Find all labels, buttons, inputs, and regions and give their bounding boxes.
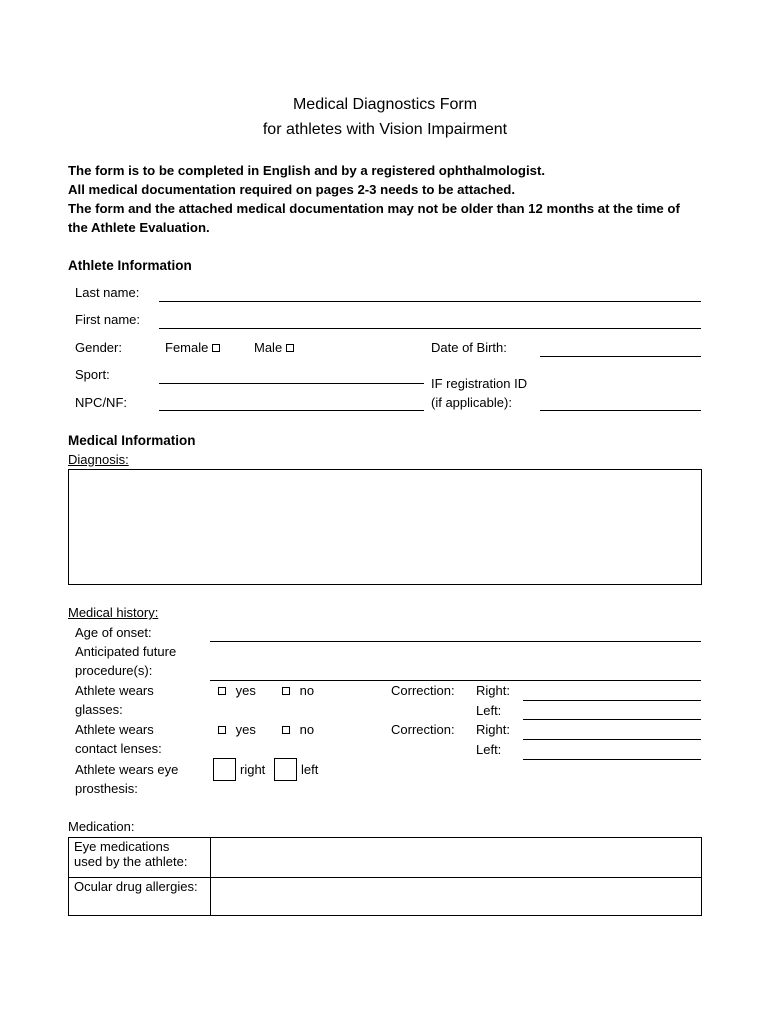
- first-name-label: First name:: [75, 312, 141, 327]
- intro-line-3: The form and the attached medical documentation may not be older than 12 months at the time of: [68, 201, 680, 216]
- medical-history-label: Medical history:: [68, 605, 159, 620]
- contacts-yes-option[interactable]: [218, 722, 256, 737]
- contacts-no-label: no: [299, 722, 315, 737]
- female-label: Female: [165, 340, 209, 355]
- contacts-correction-label: Correction:: [391, 722, 455, 737]
- glasses-correction-label: Correction:: [391, 683, 455, 698]
- age-onset-label: Age of onset:: [75, 625, 152, 640]
- medication-heading: Medication:: [68, 819, 135, 834]
- sport-label: Sport:: [75, 367, 110, 382]
- contacts-right-label: Right:: [476, 722, 510, 737]
- if-id-field[interactable]: [540, 410, 701, 411]
- glasses-no-checkbox[interactable]: [282, 687, 290, 695]
- contacts-yes-label: yes: [235, 722, 256, 737]
- prosthesis-label-1: Athlete wears eye: [75, 762, 179, 777]
- prosthesis-right-box[interactable]: [213, 758, 236, 781]
- ocular-allergies-label: Ocular drug allergies:: [69, 878, 211, 916]
- prosthesis-left-box[interactable]: [274, 758, 297, 781]
- contacts-left-field[interactable]: [523, 759, 701, 760]
- contacts-no-option[interactable]: [282, 722, 314, 737]
- prosthesis-right-label: right: [240, 762, 266, 777]
- medication-table: [68, 837, 702, 916]
- male-checkbox[interactable]: [286, 344, 294, 352]
- glasses-left-label: Left:: [476, 703, 502, 718]
- contacts-left-label: Left:: [476, 742, 502, 757]
- glasses-yes-checkbox[interactable]: [218, 687, 226, 695]
- intro-line-4: the Athlete Evaluation.: [68, 220, 210, 235]
- future-procedure-label-2: procedure(s):: [75, 663, 153, 678]
- gender-label: Gender:: [75, 340, 122, 355]
- eye-medications-field[interactable]: [211, 838, 702, 878]
- if-id-label-1: IF registration ID: [431, 376, 528, 391]
- form-subtitle: for athletes with Vision Impairment: [262, 121, 508, 138]
- if-id-label-2: (if applicable):: [431, 395, 512, 410]
- glasses-right-label: Right:: [476, 683, 510, 698]
- glasses-label-2: glasses:: [75, 702, 123, 717]
- last-name-field[interactable]: [159, 301, 701, 302]
- ocular-allergies-field[interactable]: [211, 878, 702, 916]
- glasses-no-option[interactable]: [282, 683, 314, 698]
- table-row: [69, 838, 702, 878]
- contacts-no-checkbox[interactable]: [282, 726, 290, 734]
- form-title: Medical Diagnostics Form: [292, 96, 478, 113]
- glasses-label-1: Athlete wears: [75, 683, 154, 698]
- glasses-left-field[interactable]: [523, 719, 701, 720]
- contacts-right-field[interactable]: [523, 739, 701, 740]
- glasses-yes-label: yes: [235, 683, 256, 698]
- table-row: [69, 878, 702, 916]
- athlete-info-heading: Athlete Information: [68, 258, 192, 273]
- medical-info-heading: Medical Information: [68, 433, 196, 448]
- glasses-right-field[interactable]: [523, 700, 701, 701]
- future-procedure-label-1: Anticipated future: [75, 644, 177, 659]
- contacts-yes-checkbox[interactable]: [218, 726, 226, 734]
- glasses-yes-option[interactable]: [218, 683, 256, 698]
- glasses-no-label: no: [299, 683, 315, 698]
- npc-field[interactable]: [159, 410, 424, 411]
- sport-field[interactable]: [159, 383, 424, 384]
- female-checkbox[interactable]: [212, 344, 220, 352]
- eye-medications-label: [69, 838, 211, 878]
- age-onset-field[interactable]: [210, 641, 701, 642]
- diagnosis-label: Diagnosis:: [68, 452, 129, 467]
- first-name-field[interactable]: [159, 328, 701, 329]
- gender-female-option[interactable]: [165, 340, 220, 355]
- intro-line-2: All medical documentation required on pages 2-3 needs to be attached.: [68, 182, 516, 197]
- prosthesis-label-2: prosthesis:: [75, 781, 138, 796]
- eye-medications-label-2: used by the athlete:: [74, 854, 188, 869]
- gender-male-option[interactable]: [254, 340, 294, 355]
- prosthesis-left-label: left: [301, 762, 319, 777]
- male-label: Male: [254, 340, 283, 355]
- contacts-label-1: Athlete wears: [75, 722, 154, 737]
- npc-label: NPC/NF:: [75, 395, 127, 410]
- future-procedure-field[interactable]: [210, 680, 701, 681]
- contacts-label-2: contact lenses:: [75, 741, 162, 756]
- eye-medications-label-1: Eye medications: [74, 839, 170, 854]
- diagnosis-box[interactable]: [68, 469, 702, 585]
- last-name-label: Last name:: [75, 285, 140, 300]
- dob-field[interactable]: [540, 356, 701, 357]
- intro-line-1: The form is to be completed in English and by a registered ophthalmologist.: [68, 163, 546, 178]
- dob-label: Date of Birth:: [431, 340, 507, 355]
